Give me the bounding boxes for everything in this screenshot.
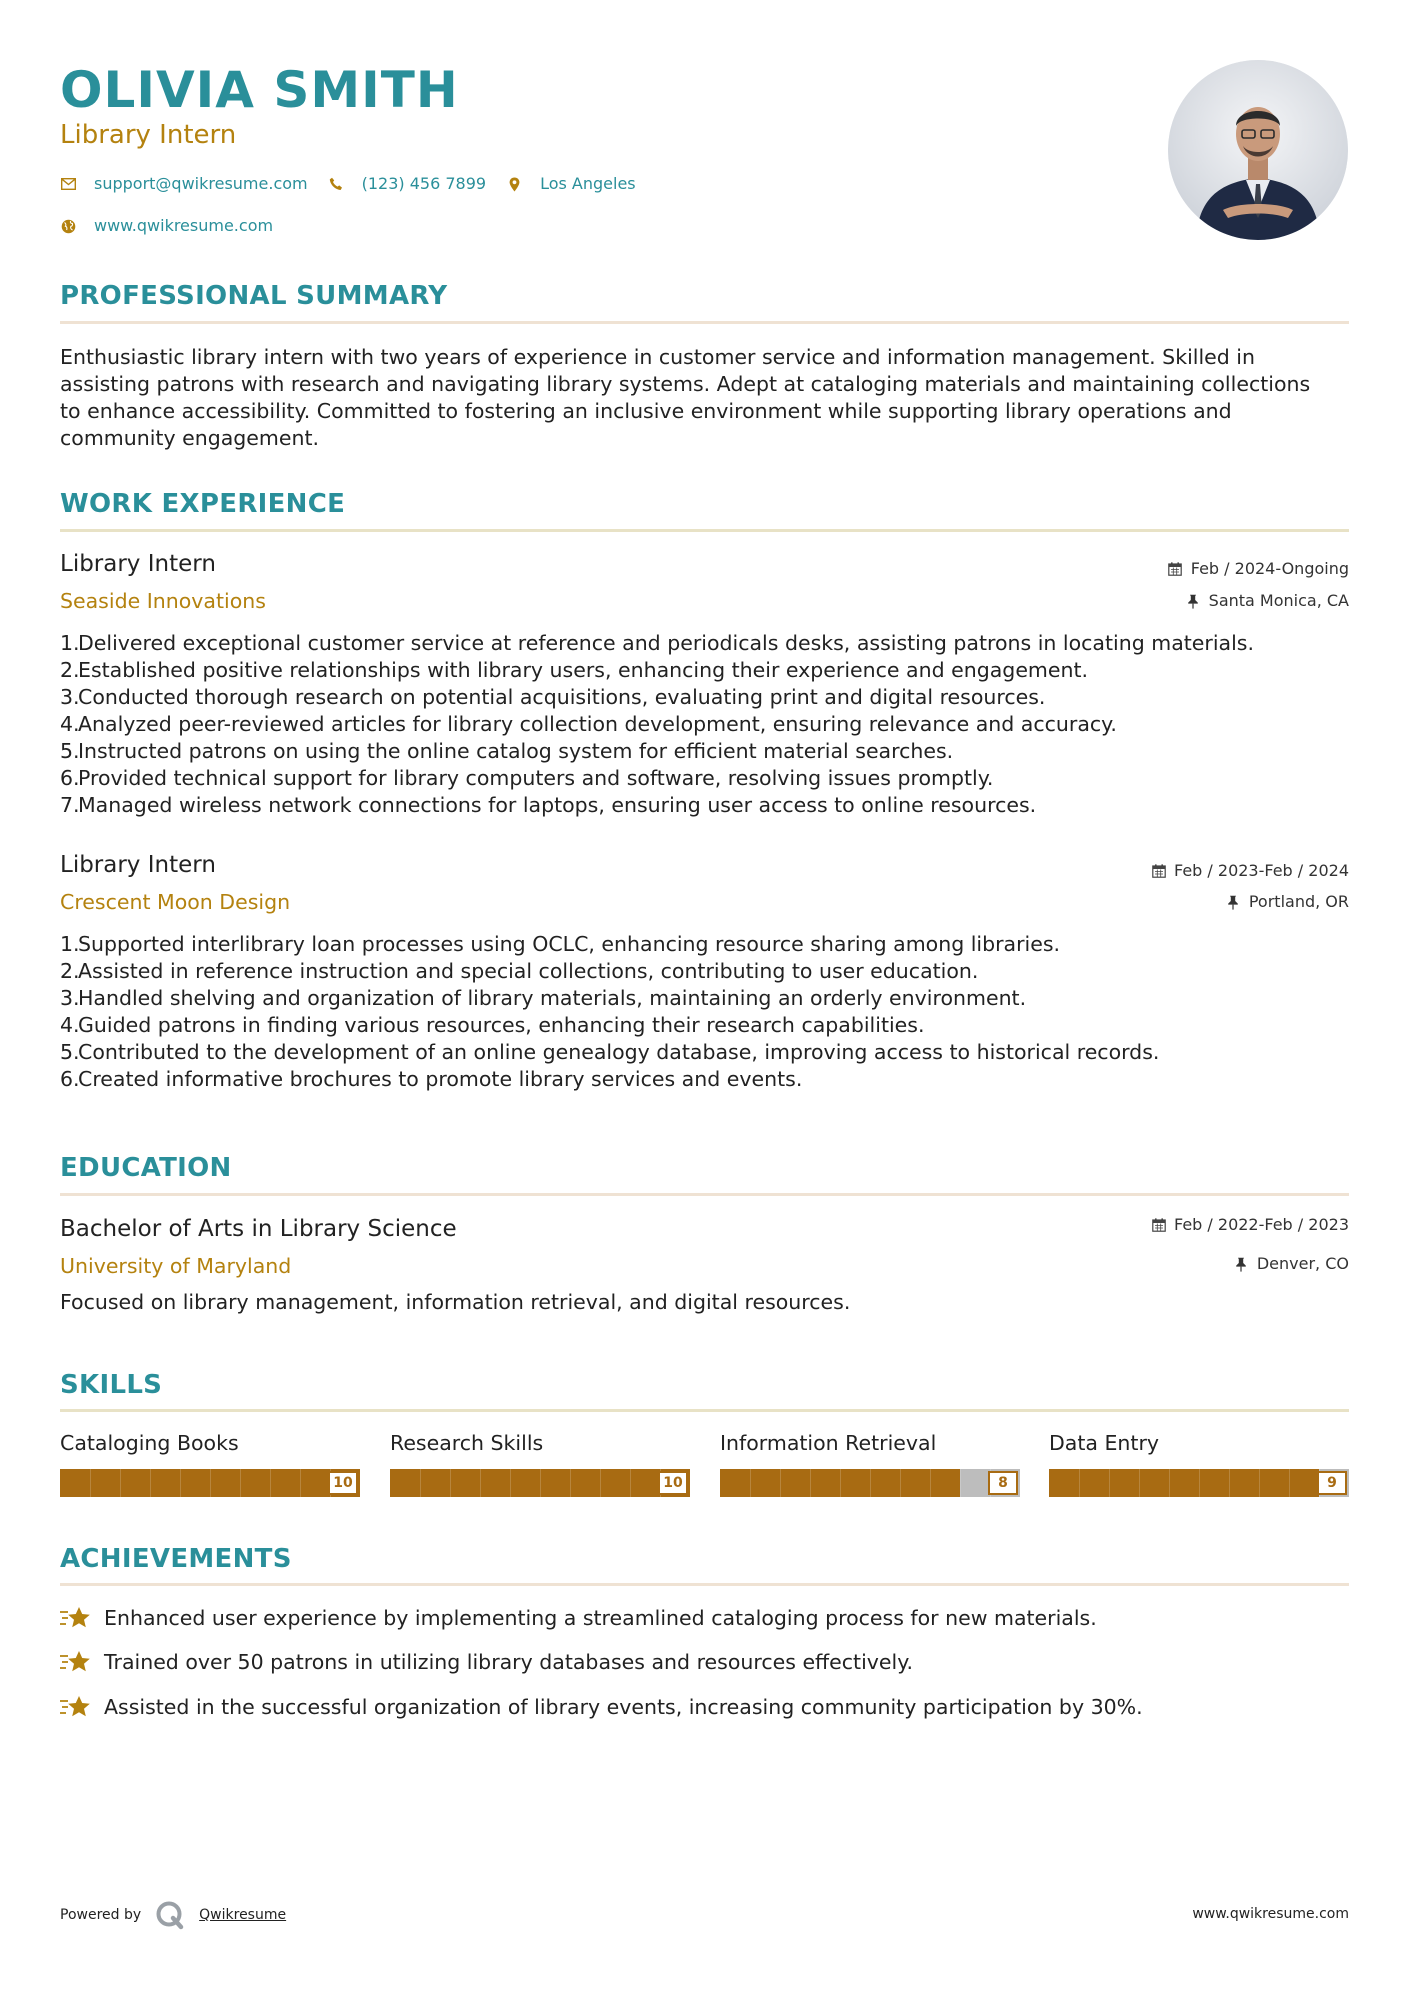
contact-location [506, 172, 636, 196]
skill-bar-segment [270, 1469, 271, 1497]
job-title: Library Intern [60, 551, 216, 577]
list-item: 1. Delivered exceptional customer service at reference and periodicals desks, assisting patrons in locating materials. [60, 631, 1254, 655]
skill-bar-segment [810, 1469, 811, 1497]
skill-bar-segment [1079, 1469, 1080, 1497]
skill-bar-segment [480, 1469, 481, 1497]
skill-name: Research Skills [390, 1431, 544, 1455]
job-dates-text: Feb / 2023-Feb / 2024 [1174, 861, 1349, 880]
degree-title: Bachelor of Arts in Library Science [60, 1216, 457, 1242]
list-item: 5. Instructed patrons on using the online catalog system for efficient material searches. [60, 739, 954, 763]
list-item: 7. Managed wireless network connections for laptops, ensuring user access to online resources. [60, 793, 1037, 817]
skill-bar-segment [1109, 1469, 1110, 1497]
list-item: 4. Guided patrons in finding various resources, enhancing their research capabilities. [60, 1013, 925, 1037]
map-pin-icon [506, 176, 522, 192]
school-name: University of Maryland [60, 1254, 292, 1278]
footer-powered-by [60, 1900, 286, 1930]
achievement-text: Assisted in the successful organization of library events, increasing community participation by 30%. [104, 1695, 1143, 1719]
skill-bar [60, 1469, 360, 1497]
contact-row [60, 172, 656, 196]
skill-bar-segment [900, 1469, 901, 1497]
education-description: Focused on library management, information retrieval, and digital resources. [60, 1290, 851, 1314]
list-item: 5. Contributed to the development of an online genealogy database, improving access to historical records. [60, 1040, 1160, 1064]
skill-name: Data Entry [1049, 1431, 1160, 1455]
skill-bar-segment [1169, 1469, 1170, 1497]
phone-icon [328, 176, 344, 192]
skill-bar-segment [510, 1469, 511, 1497]
globe-icon [60, 218, 76, 234]
achievement-text: Trained over 50 patrons in utilizing library databases and resources effectively. [104, 1650, 913, 1674]
skill-item [1049, 1429, 1349, 1497]
education-location [1234, 1253, 1349, 1275]
skill-bar-segment [960, 1469, 961, 1497]
education-location-text: Denver, CO [1256, 1254, 1349, 1273]
list-item: 2. Assisted in reference instruction and special collections, contributing to user education. [60, 959, 979, 983]
qwikresume-logo-icon [155, 1900, 185, 1930]
skill-bar-segment [930, 1469, 931, 1497]
list-item: 3. Handled shelving and organization of library materials, maintaining an orderly environment. [60, 986, 1027, 1010]
skill-name: Cataloging Books [60, 1431, 239, 1455]
skill-bar-segment [210, 1469, 211, 1497]
job-location-text: Santa Monica, CA [1208, 591, 1349, 610]
skill-level-badge: 8 [988, 1471, 1018, 1495]
skill-level-badge: 10 [658, 1471, 688, 1495]
skill-bar-segment [1199, 1469, 1200, 1497]
pushpin-icon [1234, 1257, 1249, 1272]
footer-website[interactable]: www.qwikresume.com [1192, 1906, 1349, 1922]
contact-email[interactable] [60, 172, 308, 196]
job-company: Seaside Innovations [60, 589, 266, 613]
skill-bar-segment [1229, 1469, 1230, 1497]
job-dates [1151, 860, 1349, 882]
skill-bar-segment [240, 1469, 241, 1497]
skill-bar [390, 1469, 690, 1497]
calendar-icon [1151, 1218, 1166, 1233]
website-row [60, 214, 293, 238]
skill-item [60, 1429, 360, 1497]
summary-line: community engagement. [60, 426, 320, 450]
job-company: Crescent Moon Design [60, 890, 291, 914]
skill-bar-segment [630, 1469, 631, 1497]
job-bullets [60, 931, 1350, 1093]
contact-website[interactable] [60, 214, 273, 238]
summary-heading: PROFESSIONAL SUMMARY [60, 281, 448, 311]
job-dates [1168, 558, 1349, 580]
candidate-title: Library Intern [60, 120, 237, 150]
skill-bar-segment [780, 1469, 781, 1497]
achievement-text: Enhanced user experience by implementing a streamlined cataloging process for new materials. [104, 1606, 1097, 1630]
pushpin-icon [1186, 594, 1201, 609]
email-text: support@qwikresume.com [94, 174, 308, 193]
skill-bar-segment [750, 1469, 751, 1497]
list-item: 1. Supported interlibrary loan processes using OCLC, enhancing resource sharing among libraries. [60, 932, 1061, 956]
calendar-icon [1168, 562, 1183, 577]
skill-bar-segment [180, 1469, 181, 1497]
skill-bar-segment [870, 1469, 871, 1497]
summary-line: Enthusiastic library intern with two years of experience in customer service and information management. Skilled in [60, 345, 1255, 369]
skill-item [720, 1429, 1020, 1497]
education-heading: EDUCATION [60, 1153, 232, 1183]
education-dates-text: Feb / 2022-Feb / 2023 [1174, 1215, 1349, 1234]
contact-phone[interactable] [328, 172, 486, 196]
skill-item [390, 1429, 690, 1497]
job-bullets [60, 630, 1350, 819]
skill-bar-segment [570, 1469, 571, 1497]
achievement-item [60, 1604, 1097, 1632]
candidate-name: OLIVIA SMITH [60, 61, 459, 119]
calendar-icon [1151, 864, 1166, 879]
summary-divider [60, 321, 1349, 324]
skill-bar-segment [1259, 1469, 1260, 1497]
pushpin-icon [1226, 895, 1241, 910]
skill-bar-fill [1049, 1469, 1319, 1497]
summary-text [60, 344, 1350, 452]
skill-bar-segment [300, 1469, 301, 1497]
star-icon [60, 1693, 92, 1721]
skill-bar-segment [90, 1469, 91, 1497]
qwikresume-link[interactable]: Qwikresume [199, 1907, 287, 1923]
profile-photo [1168, 60, 1348, 240]
envelope-icon [60, 176, 76, 192]
achievements-divider [60, 1583, 1349, 1586]
education-divider [60, 1193, 1349, 1196]
skill-bar [720, 1469, 1020, 1497]
job-title: Library Intern [60, 852, 216, 878]
skill-bar-segment [1139, 1469, 1140, 1497]
skill-bar [1049, 1469, 1349, 1497]
powered-by-label: Powered by [60, 1907, 142, 1923]
job-dates-text: Feb / 2024-Ongoing [1190, 559, 1349, 578]
skill-bar-segment [450, 1469, 451, 1497]
star-icon [60, 1648, 92, 1676]
experience-divider [60, 529, 1349, 532]
summary-line: to enhance accessibility. Committed to fostering an inclusive environment while supporting library operations and [60, 399, 1232, 423]
skill-level-badge: 10 [328, 1471, 358, 1495]
list-item: 3. Conducted thorough research on potential acquisitions, evaluating print and digital resources. [60, 685, 1046, 709]
summary-line: assisting patrons with research and navigating library systems. Adept at cataloging materials and maintaining collections [60, 372, 1311, 396]
list-item: 6. Created informative brochures to promote library services and events. [60, 1067, 803, 1091]
skills-divider [60, 1409, 1349, 1412]
skill-bar-segment [1289, 1469, 1290, 1497]
phone-text: (123) 456 7899 [361, 174, 487, 193]
skill-bar-segment [420, 1469, 421, 1497]
list-item: 6. Provided technical support for library computers and software, resolving issues promptly. [60, 766, 994, 790]
achievement-item [60, 1648, 913, 1676]
achievement-item [60, 1693, 1143, 1721]
list-item: 4. Analyzed peer-reviewed articles for library collection development, ensuring relevance and accuracy. [60, 712, 1117, 736]
job-location [1226, 891, 1349, 913]
star-icon [60, 1604, 92, 1632]
skill-bar-segment [540, 1469, 541, 1497]
experience-heading: WORK EXPERIENCE [60, 489, 346, 519]
skill-bar-segment [600, 1469, 601, 1497]
skill-name: Information Retrieval [720, 1431, 937, 1455]
skill-bar-segment [840, 1469, 841, 1497]
skill-bar-segment [120, 1469, 121, 1497]
skills-heading: SKILLS [60, 1370, 163, 1400]
skill-bar-segment [150, 1469, 151, 1497]
skill-level-badge: 9 [1317, 1471, 1347, 1495]
location-text: Los Angeles [540, 174, 636, 193]
list-item: 2. Established positive relationships with library users, enhancing their experience and engagement. [60, 658, 1089, 682]
job-location [1186, 590, 1349, 612]
job-location-text: Portland, OR [1248, 892, 1349, 911]
education-dates [1151, 1214, 1349, 1236]
achievements-heading: ACHIEVEMENTS [60, 1544, 292, 1574]
website-text: www.qwikresume.com [94, 216, 274, 235]
